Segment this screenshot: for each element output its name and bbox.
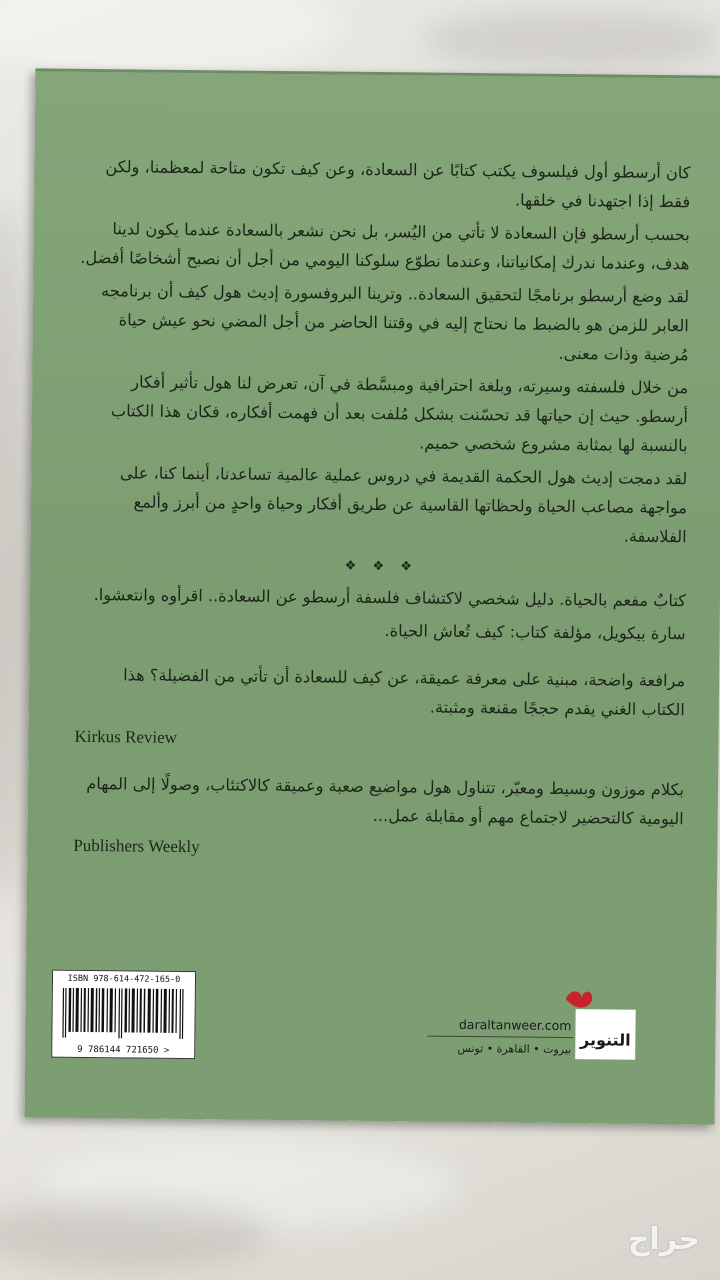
review-source: سارة بيكويل، مؤلفة كتاب: كيف تُعاش الحياة.: [384, 621, 686, 644]
blurb-paragraph: كان أرسطو أول فيلسوف يكتب كتابًا عن السعادة، وعن كيف تكون متاحة لمعظمنا، ولكن فقط إذا اجتهدنا في خلقها.: [105, 157, 691, 212]
divider: [427, 1036, 573, 1039]
publisher-logo-icon: [561, 989, 640, 1062]
publisher-website: daraltanweer.com: [458, 1016, 572, 1034]
blurb-text: [73, 152, 691, 884]
cloth-fold: [0, 200, 30, 900]
review-quote: بكلام موزون وبسيط ومعبّر، تتناول هول مواضيع صعبة وعميقة كالاكتئاب، وصولًا إلى المهام اليومية كالتحضير لاجتماع مهم أو مقابلة عمل...: [86, 773, 685, 829]
watermark-text: حراج: [627, 1222, 700, 1257]
blurb-paragraph: بحسب أرسطو فإن السعادة لا تأتي من اليُسر، بل نحن نشعر بالسعادة عندما يكون لدينا هدف، وعندما ندرك إمكانياتنا، وعندما نطوّع سلوكنا اليومي من أجل أن نصبح أشخاصًا أفضل.: [80, 219, 690, 274]
blurb-paragraph: لقد وضع أرسطو برنامجًا لتحقيق السعادة.. وترينا البروفسورة إديث هول كيف أن برنامجه العابر للزمن هو بالضبط ما نحتاج إليه في وقتنا الحاضر من أجل المضي نحو عيش حياة مُرضية وذات معنى.: [101, 281, 690, 365]
barcode-digits: 9 786144 721650 >: [77, 1044, 170, 1056]
barcode-icon: [60, 988, 187, 1039]
isbn-label: ISBN 978-614-472-165-0: [67, 973, 181, 985]
publisher-cities: بيروت • القاهرة • تونس: [457, 1041, 572, 1057]
review-quote: كتابٌ مفعم بالحياة. دليل شخصي لاكتشاف فلسفة أرسطو عن السعادة.. اقرأوه وانتعشوا.: [93, 585, 687, 611]
blurb-paragraph: لقد دمجت إديث هول الحكمة القديمة في دروس عملية عالمية تساعدنا، أينما كنا، على مواجهة مصاعب الحياة ولحظاتها القاسية عن طريق أفكار وحياة واحدٍ من أبرز وألمع الفلاسفة.: [119, 463, 688, 547]
blurb-paragraph: من خلال فلسفته وسيرته، وبلغة احترافية ومبسَّطة في آن، تعرض لنا هول تأثير أفكار أرسطو. حيث إن حياتها قد تحسّنت بشكل مُلفت بعد أن فهمت أفكاره، فكان هذا الكتاب بالنسبة لها بمثابة مشروع شخصي حميم.: [110, 372, 689, 456]
isbn-barcode: [51, 970, 196, 1060]
review-source: Publishers Weekly: [73, 835, 200, 857]
cloth-fold: [0, 1200, 270, 1270]
book-back-cover: [25, 68, 720, 1124]
cloth-fold: [420, 10, 720, 70]
review-quote: مرافعة واضحة، مبنية على معرفة عميقة، عن كيف للسعادة أن تأتي من الفضيلة؟ هذا الكتاب الغني يقدم حججًا مقنعة ومثبتة.: [123, 665, 686, 720]
review-source: Kirkus Review: [74, 726, 178, 747]
svg-text:التنوير: التنوير: [579, 1030, 631, 1050]
ornament-separator: ❖ ❖ ❖: [344, 558, 418, 575]
